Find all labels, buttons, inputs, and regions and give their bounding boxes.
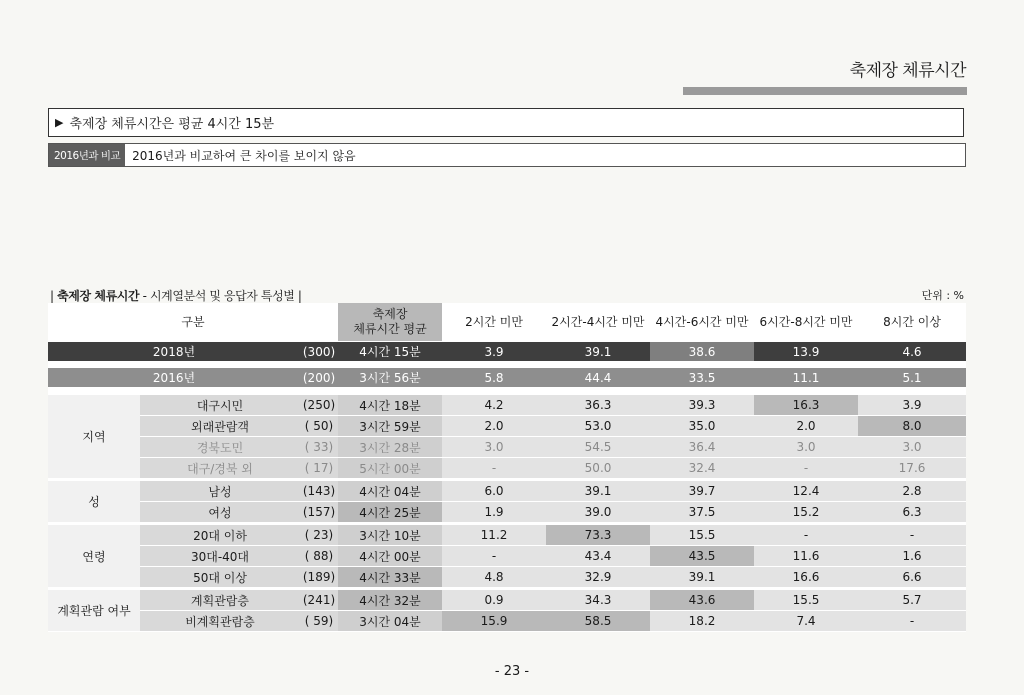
compare-text: 2016년과 비교하여 큰 차이를 보이지 않음 <box>132 148 356 163</box>
table-caption-rest: - 시계열분석 및 응답자 특성별 <box>139 289 295 303</box>
row-value: 3.0 <box>858 437 966 458</box>
row-value: 35.0 <box>650 416 754 437</box>
row-value: 16.3 <box>754 395 858 416</box>
row-value: 33.5 <box>650 368 754 395</box>
table-row <box>48 588 966 611</box>
row-value: 15.9 <box>442 611 546 632</box>
row-value: 39.1 <box>546 479 650 502</box>
row-value: 39.7 <box>650 479 754 502</box>
row-value: 2.0 <box>442 416 546 437</box>
table-row <box>48 567 966 588</box>
row-n: ( 50) <box>300 416 338 437</box>
row-avg: 4시간 00분 <box>338 546 442 567</box>
row-value: 11.6 <box>754 546 858 567</box>
row-value: 50.0 <box>546 458 650 479</box>
row-value: 6.6 <box>858 567 966 588</box>
row-value: - <box>754 523 858 546</box>
row-avg: 5시간 00분 <box>338 458 442 479</box>
row-label: 비계획관람층 <box>140 611 300 632</box>
row-avg: 4시간 33분 <box>338 567 442 588</box>
row-value: 1.9 <box>442 502 546 523</box>
summary-text: 축제장 체류시간은 평균 4시간 15분 <box>69 117 275 132</box>
header-avg <box>338 303 442 342</box>
row-label: 대구시민 <box>140 395 300 416</box>
row-label: 외래관람객 <box>140 416 300 437</box>
row-avg: 3시간 04분 <box>338 611 442 632</box>
row-value: - <box>442 458 546 479</box>
table-row-2016 <box>48 368 966 395</box>
row-value: 4.6 <box>858 342 966 361</box>
table-row <box>48 546 966 567</box>
compare-box <box>48 143 966 167</box>
row-n: (250) <box>300 395 338 416</box>
row-avg: 4시간 25분 <box>338 502 442 523</box>
row-label: 20대 이하 <box>140 523 300 546</box>
row-value: 5.1 <box>858 368 966 395</box>
row-label: 계획관람층 <box>140 588 300 611</box>
row-value: 0.9 <box>442 588 546 611</box>
row-value: 8.0 <box>858 416 966 437</box>
table-row <box>48 502 966 523</box>
row-n: (189) <box>300 567 338 588</box>
row-value: - <box>858 611 966 632</box>
row-value: 15.5 <box>650 523 754 546</box>
row-value: 18.2 <box>650 611 754 632</box>
table-unit: 단위 : % <box>921 289 964 302</box>
row-value: 3.0 <box>754 437 858 458</box>
summary-box <box>48 108 964 137</box>
header-underline-bar <box>683 87 967 95</box>
row-label: 30대-40대 <box>140 546 300 567</box>
row-label: 경북도민 <box>140 437 300 458</box>
row-avg: 3시간 28분 <box>338 437 442 458</box>
table-row <box>48 523 966 546</box>
header-gubun: 구분 <box>48 303 338 342</box>
row-value: 15.5 <box>754 588 858 611</box>
row-value: 44.4 <box>546 368 650 395</box>
page-number: - 23 - <box>494 664 530 679</box>
row-value: 43.4 <box>546 546 650 567</box>
row-n: ( 17) <box>300 458 338 479</box>
group-label-gender: 성 <box>48 479 140 523</box>
row-n: ( 23) <box>300 523 338 546</box>
row-n: (300) <box>300 342 338 361</box>
row-value: 39.3 <box>650 395 754 416</box>
row-value: 39.1 <box>546 342 650 361</box>
table-row <box>48 611 966 632</box>
row-avg: 3시간 10분 <box>338 523 442 546</box>
row-avg: 4시간 04분 <box>338 479 442 502</box>
row-value: 3.0 <box>442 437 546 458</box>
row-value: 4.8 <box>442 567 546 588</box>
row-value: 4.2 <box>442 395 546 416</box>
row-label: 2018년 <box>48 342 300 361</box>
row-value: 39.0 <box>546 502 650 523</box>
header-c2: 2시간-4시간 미만 <box>546 303 650 342</box>
row-value: 5.8 <box>442 368 546 395</box>
row-value: 2.8 <box>858 479 966 502</box>
row-avg: 3시간 59분 <box>338 416 442 437</box>
row-value: 6.3 <box>858 502 966 523</box>
row-value: 53.0 <box>546 416 650 437</box>
row-value: 13.9 <box>754 342 858 361</box>
row-avg: 4시간 32분 <box>338 588 442 611</box>
row-avg: 4시간 15분 <box>338 342 442 361</box>
row-value: 58.5 <box>546 611 650 632</box>
table-row <box>48 437 966 458</box>
row-avg: 3시간 56분 <box>338 368 442 395</box>
row-value: 34.3 <box>546 588 650 611</box>
row-value: 7.4 <box>754 611 858 632</box>
row-value: 3.9 <box>442 342 546 361</box>
stay-time-table <box>48 303 966 632</box>
row-value: - <box>754 458 858 479</box>
row-value: 17.6 <box>858 458 966 479</box>
group-label-region: 지역 <box>48 395 140 479</box>
table-caption: | 축제장 체류시간 - 시계열분석 및 응답자 특성별 | <box>50 289 302 303</box>
row-value: 11.1 <box>754 368 858 395</box>
row-value: 36.4 <box>650 437 754 458</box>
table-row <box>48 416 966 437</box>
row-n: (157) <box>300 502 338 523</box>
header-c3: 4시간-6시간 미만 <box>650 303 754 342</box>
header-c1: 2시간 미만 <box>442 303 546 342</box>
row-value: 32.4 <box>650 458 754 479</box>
row-value: 11.2 <box>442 523 546 546</box>
row-value: 16.6 <box>754 567 858 588</box>
header-c4: 6시간-8시간 미만 <box>754 303 858 342</box>
group-label-age: 연령 <box>48 523 140 588</box>
row-n: (143) <box>300 479 338 502</box>
row-value: 32.9 <box>546 567 650 588</box>
header-avg-line1: 축제장 <box>372 307 408 321</box>
row-value: 3.9 <box>858 395 966 416</box>
row-n: ( 33) <box>300 437 338 458</box>
row-value: 6.0 <box>442 479 546 502</box>
row-value: 36.3 <box>546 395 650 416</box>
table-row <box>48 395 966 416</box>
row-label: 50대 이상 <box>140 567 300 588</box>
row-value: - <box>858 523 966 546</box>
row-label: 남성 <box>140 479 300 502</box>
table-row <box>48 479 966 502</box>
row-value: 15.2 <box>754 502 858 523</box>
table-caption-bold: 축제장 체류시간 <box>57 289 140 303</box>
table-row-2018 <box>48 342 966 361</box>
header-avg-line2: 체류시간 평균 <box>353 322 427 336</box>
row-label: 2016년 <box>48 368 300 395</box>
table-header-row <box>48 303 966 342</box>
row-value: 54.5 <box>546 437 650 458</box>
triangle-right-icon: ▶ <box>55 116 64 129</box>
page-header-title: 축제장 체류시간 <box>849 61 966 81</box>
row-n: (241) <box>300 588 338 611</box>
table-row <box>48 458 966 479</box>
row-value: - <box>442 546 546 567</box>
row-value: 43.6 <box>650 588 754 611</box>
row-value: 38.6 <box>650 342 754 361</box>
row-avg: 4시간 18분 <box>338 395 442 416</box>
row-value: 37.5 <box>650 502 754 523</box>
group-label-planned: 계획관람 여부 <box>48 588 140 632</box>
row-n: ( 88) <box>300 546 338 567</box>
row-value: 39.1 <box>650 567 754 588</box>
row-n: (200) <box>300 368 338 395</box>
row-value: 1.6 <box>858 546 966 567</box>
row-value: 5.7 <box>858 588 966 611</box>
row-value: 2.0 <box>754 416 858 437</box>
row-n: ( 59) <box>300 611 338 632</box>
row-value: 43.5 <box>650 546 754 567</box>
row-value: 12.4 <box>754 479 858 502</box>
row-label: 대구/경북 외 <box>140 458 300 479</box>
compare-tag: 2016년과 비교 <box>49 144 125 166</box>
header-c5: 8시간 이상 <box>858 303 966 342</box>
row-label: 여성 <box>140 502 300 523</box>
row-value: 73.3 <box>546 523 650 546</box>
